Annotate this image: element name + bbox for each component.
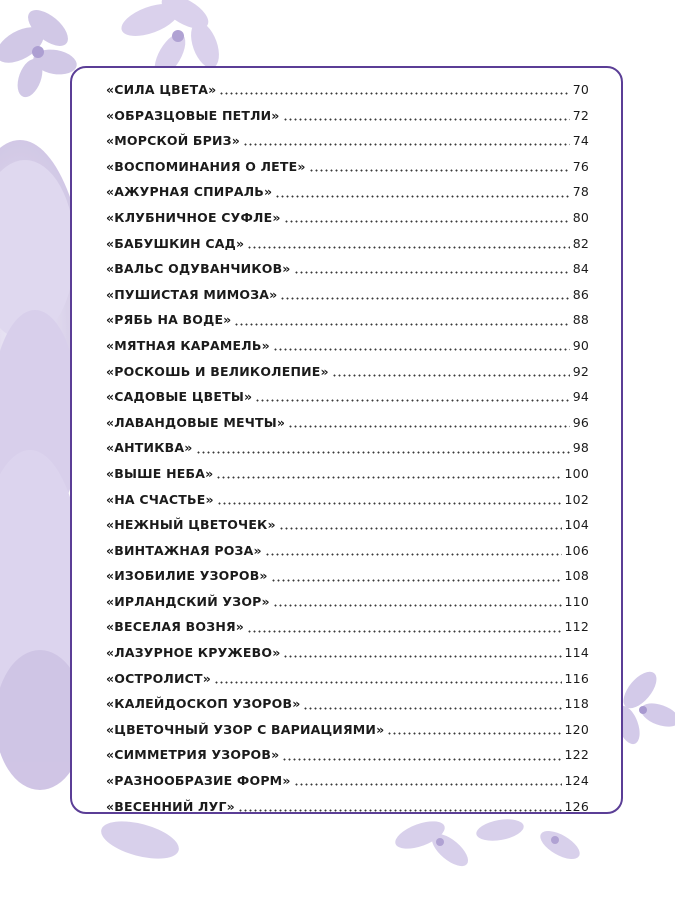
toc-entry-title: «НЕЖНЫЙ ЦВЕТОЧЕК» bbox=[106, 517, 276, 533]
toc-entry-page-number: 106 bbox=[564, 542, 589, 558]
toc-entry-title: «СИЛА ЦВЕТА» bbox=[106, 82, 217, 97]
dot-leader bbox=[283, 118, 570, 121]
toc-entry-page-number: 90 bbox=[572, 337, 589, 353]
toc-entry-page-number: 118 bbox=[564, 696, 589, 712]
toc-entry-page-number: 92 bbox=[572, 363, 589, 379]
toc-entry-title: «ПУШИСТАЯ МИМОЗА» bbox=[106, 286, 278, 302]
toc-entry[interactable] bbox=[106, 794, 589, 820]
toc-entry-title: «ВЕСЕННИЙ ЛУГ» bbox=[106, 798, 235, 814]
dot-leader bbox=[280, 297, 569, 300]
toc-entry-page-number: 116 bbox=[564, 670, 589, 686]
dot-leader bbox=[294, 271, 570, 274]
toc-entry-title: «ЛАВАНДОВЫЕ МЕЧТЫ» bbox=[106, 414, 286, 430]
toc-entry[interactable] bbox=[106, 563, 589, 589]
toc-entry-page-number: 110 bbox=[564, 593, 589, 609]
dot-leader bbox=[282, 758, 561, 761]
dot-leader bbox=[288, 425, 570, 428]
table-of-contents bbox=[70, 66, 623, 814]
toc-entry[interactable] bbox=[106, 282, 589, 308]
dot-leader bbox=[247, 630, 561, 633]
toc-entry-title: «МЯТНАЯ КАРАМЕЛЬ» bbox=[106, 337, 270, 353]
toc-entry-title: «МОРСКОЙ БРИЗ» bbox=[106, 133, 241, 149]
toc-entry-title: «ВОСПОМИНАНИЯ О ЛЕТЕ» bbox=[106, 158, 306, 174]
toc-entry[interactable] bbox=[106, 614, 589, 640]
dot-leader bbox=[234, 323, 569, 326]
toc-entry-title: «ВЕСЕЛАЯ ВОЗНЯ» bbox=[106, 619, 245, 635]
toc-entry-title: «ВАЛЬС ОДУВАНЧИКОВ» bbox=[106, 261, 291, 277]
toc-entry-page-number: 80 bbox=[572, 209, 589, 225]
toc-entry[interactable] bbox=[106, 589, 589, 615]
dot-leader bbox=[214, 681, 562, 684]
toc-entry[interactable] bbox=[106, 154, 589, 180]
dot-leader bbox=[217, 502, 562, 505]
toc-entry[interactable] bbox=[106, 205, 589, 231]
toc-entry-page-number: 122 bbox=[564, 747, 589, 763]
toc-entry[interactable] bbox=[106, 461, 589, 487]
toc-entry[interactable] bbox=[106, 742, 589, 768]
dot-leader bbox=[271, 579, 562, 582]
toc-entry[interactable] bbox=[106, 307, 589, 333]
dot-leader bbox=[216, 476, 561, 479]
dot-leader bbox=[247, 246, 569, 249]
toc-entry-page-number: 74 bbox=[572, 133, 589, 149]
toc-entry-page-number: 78 bbox=[572, 184, 589, 200]
toc-entry-page-number: 70 bbox=[572, 82, 589, 97]
toc-entry-page-number: 72 bbox=[572, 107, 589, 123]
toc-entry-title: «ЛАЗУРНОЕ КРУЖЕВО» bbox=[106, 645, 281, 661]
dot-leader bbox=[219, 92, 569, 95]
toc-entry-title: «СИММЕТРИЯ УЗОРОВ» bbox=[106, 747, 280, 763]
dot-leader bbox=[265, 553, 562, 556]
toc-entry-title: «АЖУРНАЯ СПИРАЛЬ» bbox=[106, 184, 273, 200]
toc-entry-page-number: 126 bbox=[564, 798, 589, 814]
toc-entry-page-number: 102 bbox=[564, 491, 589, 507]
toc-entry-title: «ВЫШЕ НЕБА» bbox=[106, 465, 214, 481]
dot-leader bbox=[309, 169, 570, 172]
dot-leader bbox=[387, 732, 561, 735]
toc-entry[interactable] bbox=[106, 333, 589, 359]
toc-entry-page-number: 84 bbox=[572, 261, 589, 277]
toc-entry-page-number: 124 bbox=[564, 773, 589, 789]
toc-entry[interactable] bbox=[106, 359, 589, 385]
toc-entry[interactable] bbox=[106, 640, 589, 666]
toc-entry-page-number: 88 bbox=[572, 312, 589, 328]
dot-leader bbox=[273, 604, 562, 607]
dot-leader bbox=[273, 348, 570, 351]
dot-leader bbox=[238, 809, 562, 812]
toc-entry-title: «ВИНТАЖНАЯ РОЗА» bbox=[106, 542, 262, 558]
toc-entry-page-number: 76 bbox=[572, 158, 589, 174]
toc-entry-page-number: 82 bbox=[572, 235, 589, 251]
dot-leader bbox=[275, 195, 569, 198]
toc-entry-page-number: 98 bbox=[572, 440, 589, 456]
dot-leader bbox=[243, 143, 570, 146]
toc-entry[interactable] bbox=[106, 77, 589, 103]
toc-entry[interactable] bbox=[106, 666, 589, 692]
toc-entry[interactable] bbox=[106, 717, 589, 743]
toc-entry-page-number: 108 bbox=[564, 568, 589, 584]
toc-entry-page-number: 86 bbox=[572, 286, 589, 302]
toc-entry[interactable] bbox=[106, 538, 589, 564]
toc-entry-page-number: 104 bbox=[564, 517, 589, 533]
toc-entry-title: «ОСТРОЛИСТ» bbox=[106, 670, 212, 686]
toc-entry-page-number: 100 bbox=[564, 465, 589, 481]
flower-top-left-icon bbox=[0, 3, 79, 100]
toc-entry-title: «САДОВЫЕ ЦВЕТЫ» bbox=[106, 389, 253, 405]
toc-entry-page-number: 96 bbox=[572, 414, 589, 430]
toc-entry-title: «АНТИКВА» bbox=[106, 440, 193, 456]
dot-leader bbox=[284, 220, 570, 223]
dot-leader bbox=[283, 655, 561, 658]
toc-entry-title: «КАЛЕЙДОСКОП УЗОРОВ» bbox=[106, 696, 301, 712]
dot-leader bbox=[303, 707, 561, 710]
toc-entry[interactable] bbox=[106, 768, 589, 794]
toc-entry[interactable] bbox=[106, 128, 589, 154]
toc-entry-title: «ИРЛАНДСКИЙ УЗОР» bbox=[106, 593, 270, 609]
toc-entry[interactable] bbox=[106, 384, 589, 410]
toc-entry[interactable] bbox=[106, 410, 589, 436]
toc-entry[interactable] bbox=[106, 103, 589, 129]
toc-entry[interactable] bbox=[106, 691, 589, 717]
dot-leader bbox=[294, 783, 562, 786]
toc-entry[interactable] bbox=[106, 435, 589, 461]
dot-leader bbox=[332, 374, 570, 377]
dot-leader bbox=[255, 399, 569, 402]
dot-leader bbox=[196, 451, 570, 454]
toc-entry-title: «КЛУБНИЧНОЕ СУФЛЕ» bbox=[106, 209, 281, 225]
toc-entry-title: «ИЗОБИЛИЕ УЗОРОВ» bbox=[106, 568, 268, 584]
toc-entry-title: «ОБРАЗЦОВЫЕ ПЕТЛИ» bbox=[106, 107, 280, 123]
toc-entry[interactable] bbox=[106, 512, 589, 538]
toc-entry-title: «РАЗНООБРАЗИЕ ФОРМ» bbox=[106, 773, 291, 789]
flower-bottom-icon bbox=[97, 814, 584, 872]
toc-entry-title: «НА СЧАСТЬЕ» bbox=[106, 491, 214, 507]
toc-entry-page-number: 94 bbox=[572, 389, 589, 405]
toc-entry-page-number: 112 bbox=[564, 619, 589, 635]
toc-entry-title: «РОСКОШЬ И ВЕЛИКОЛЕПИЕ» bbox=[106, 363, 329, 379]
toc-entry[interactable] bbox=[106, 179, 589, 205]
toc-list bbox=[106, 77, 589, 819]
toc-entry-page-number: 114 bbox=[564, 645, 589, 661]
toc-entry[interactable] bbox=[106, 231, 589, 257]
toc-entry-title: «БАБУШКИН САД» bbox=[106, 235, 245, 251]
toc-entry[interactable] bbox=[106, 487, 589, 513]
toc-entry[interactable] bbox=[106, 256, 589, 282]
dot-leader bbox=[279, 527, 562, 530]
toc-entry-page-number: 120 bbox=[564, 721, 589, 737]
toc-entry-title: «ЦВЕТОЧНЫЙ УЗОР С ВАРИАЦИЯМИ» bbox=[106, 721, 385, 737]
toc-entry-title: «РЯБЬ НА ВОДЕ» bbox=[106, 312, 232, 328]
